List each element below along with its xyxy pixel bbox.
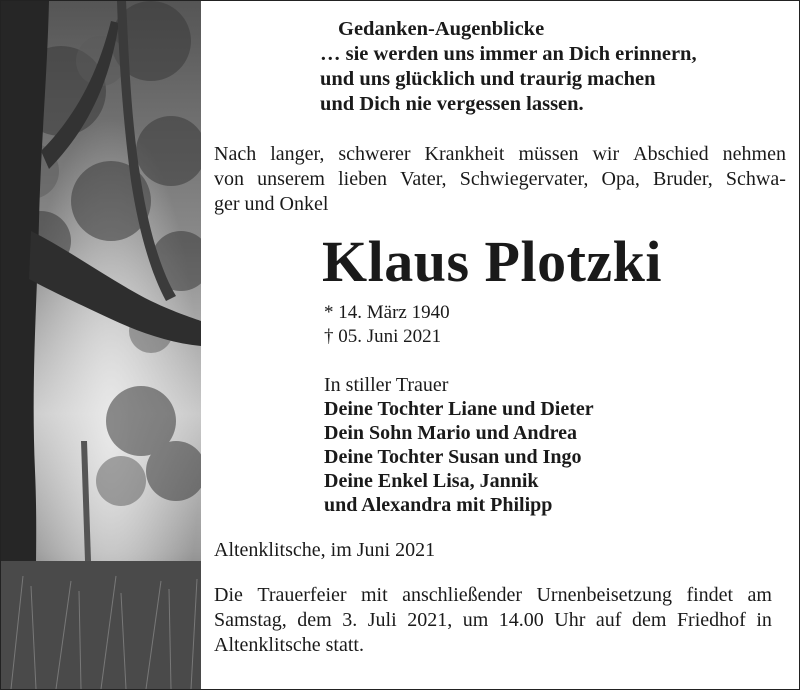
word: Opa, [601, 168, 640, 190]
word: schwerer [338, 143, 411, 165]
notice-text [214, 1, 786, 689]
word: um [462, 609, 489, 631]
word: Trauerfeier [257, 584, 347, 606]
word: am [747, 584, 772, 606]
funeral-line [214, 608, 772, 633]
funeral-line [214, 583, 772, 608]
funeral-line [214, 633, 772, 658]
tree-photo [1, 1, 201, 689]
word: Samstag, [214, 609, 287, 631]
mourner: und Alexandra mit Philipp [324, 494, 553, 516]
word: Abschied [633, 143, 709, 165]
word: langer, [270, 143, 325, 165]
deceased-name: Klaus Plotzki [322, 229, 663, 294]
memorial-verse [320, 17, 697, 117]
word: lieben [338, 168, 387, 190]
word: in [756, 609, 772, 631]
funeral-info [214, 583, 772, 658]
word: wir [592, 143, 620, 165]
word: Juli [367, 609, 397, 631]
word: Schwiegervater, [459, 168, 589, 190]
announcement-line [214, 167, 786, 192]
word: findet [686, 584, 734, 606]
mourner: Dein Sohn Mario und Andrea [324, 422, 578, 444]
word: Friedhof [676, 609, 746, 631]
word: Krankheit [424, 143, 505, 165]
mourner: Deine Tochter Susan und Ingo [324, 446, 582, 468]
word: Schwa- [725, 168, 786, 190]
word: Die [214, 584, 243, 606]
mourners-list [324, 373, 594, 517]
tree-image [1, 1, 201, 689]
mourner: Deine Tochter Liane und Dieter [324, 398, 594, 420]
word: 3. [342, 609, 358, 631]
mourning-heading: In stiller Trauer [324, 374, 449, 396]
word: ger und Onkel [214, 193, 329, 215]
word: dem [297, 609, 332, 631]
verse-line: Gedanken-Augenblicke [338, 18, 545, 40]
verse-line: und uns glücklich und traurig machen [320, 68, 656, 90]
word: Altenklitsche statt. [214, 634, 364, 656]
word: Urnenbeisetzung [536, 584, 672, 606]
announcement-text [214, 142, 786, 217]
word: mit [360, 584, 388, 606]
word: auf [595, 609, 622, 631]
word: müssen [518, 143, 579, 165]
word: von [214, 168, 244, 190]
verse-line: und Dich nie vergessen lassen. [320, 93, 584, 115]
birth-date: * 14. März 1940 [324, 302, 450, 323]
word: Bruder, [653, 168, 713, 190]
announcement-line [214, 192, 786, 217]
word: Nach [214, 143, 257, 165]
announcement-line [214, 142, 786, 167]
verse-line: … sie werden uns immer an Dich erinnern, [320, 43, 697, 65]
word: dem [631, 609, 667, 631]
word: 2021, [407, 609, 453, 631]
mourner: Deine Enkel Lisa, Jannik [324, 470, 539, 492]
word: Vater, [400, 168, 447, 190]
death-date: † 05. Juni 2021 [324, 326, 442, 347]
word: 14.00 [498, 609, 544, 631]
word: anschließender [402, 584, 523, 606]
word: unserem [257, 168, 325, 190]
life-dates [324, 301, 450, 349]
word: nehmen [722, 143, 786, 165]
place-date: Altenklitsche, im Juni 2021 [214, 539, 436, 561]
word: Uhr [554, 609, 586, 631]
